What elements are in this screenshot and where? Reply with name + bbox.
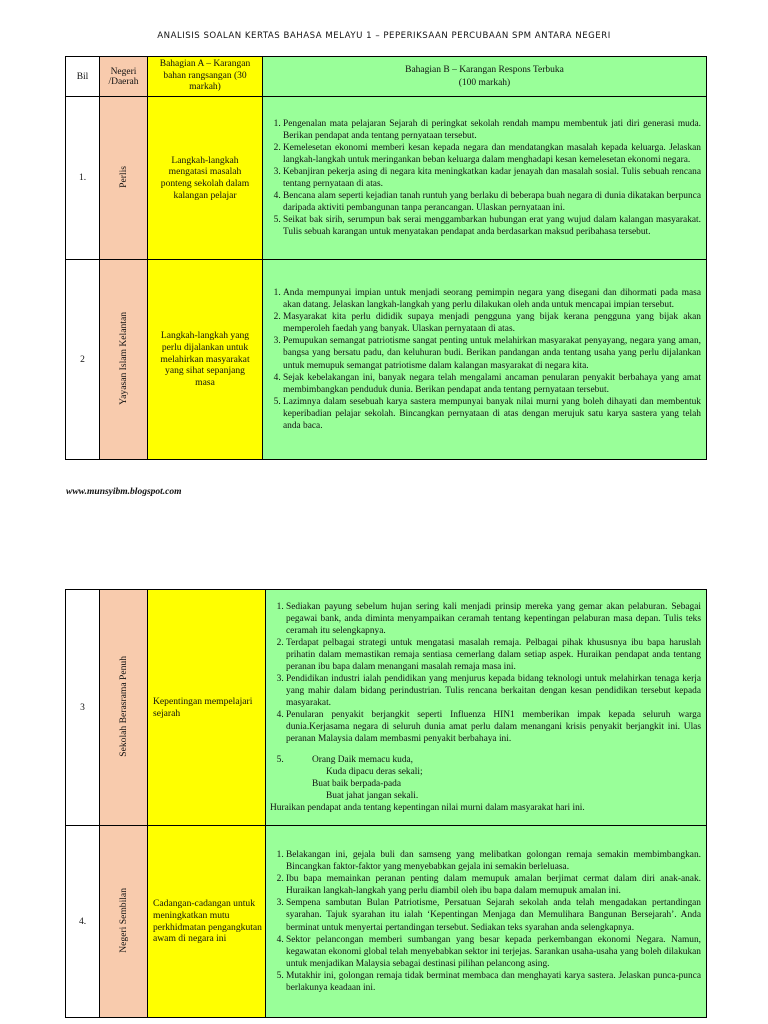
pantun-line: Kuda dipacu deras sekali; xyxy=(326,767,423,778)
document-title: ANALISIS SOALAN KERTAS BAHASA MELAYU 1 – PEPERIKSAAN PERCUBAAN SPM ANTARA NEGERI xyxy=(157,31,611,41)
question-item: 1. Anda mempunyai impian untuk menjadi seorang pemimpin negara yang disegani dan dihormati pada masa akan datang. Jelaskan langkah-langkah yang perlu dilakukan oleh anda untuk mencapai impian tersebut. xyxy=(283,287,701,311)
pantun-line: 5. Orang Daik memacu kuda, xyxy=(312,755,414,766)
question-item: 5. Seikat bak sirih, serumpun bak serai menggambarkan hubungan erat yang wujud dalam kalangan masyarakat. Tulis sebuah karangan untuk menyatakan pendapat anda berdasarkan maksud peribahasa tersebut. xyxy=(283,214,701,238)
header-bil: Bil xyxy=(66,57,100,97)
table-header-row xyxy=(66,57,707,97)
question-list xyxy=(266,598,706,818)
question-item: 5. Lazimnya dalam sesebuah karya sastera mempunyai banyak nilai murni yang boleh dihayati dan membentuk keperibadian pelajar sekolah. Bincangkan pernyataan di atas dengan merujuk satu karya sastera yang telah anda baca. xyxy=(283,396,701,432)
row-bahagian-a-text: Cadangan-cadangan untuk meningkatkan mutu perkhidmatan pengangkutan awam di negara ini xyxy=(153,898,262,945)
row-questions xyxy=(263,260,707,460)
row-bahagian-a-text: Kepentingan mempelajari sejarah xyxy=(153,695,253,719)
question-list xyxy=(263,115,706,241)
question-item: 1. Belakangan ini, gejala buli dan samseng yang melibatkan golongan remaja semakin membimbangkan. Bincangkan faktor-faktor yang menyebabkan gejala ini semakin berleluasa. xyxy=(286,849,701,873)
analysis-table-bottom xyxy=(65,589,707,1018)
question-item xyxy=(270,754,701,814)
table-row xyxy=(66,826,707,1018)
row-negeri-label: Sekolah Berasrama Penuh xyxy=(118,655,129,757)
table-row xyxy=(66,260,707,460)
question-item: 1. Sediakan payung sebelum hujan sering kali menjadi prinsip mereka yang gemar akan pelaburan. Sebagai pegawai bank, anda diminta menyampaikan ceramah tentang kepentingan pelaburan masa depan. Tulis teks ceramah itu selengkapnya. xyxy=(286,601,701,637)
pantun xyxy=(286,754,701,802)
source-url: www.munsyibm.blogspot.com xyxy=(66,487,182,497)
row-negeri xyxy=(100,97,148,260)
question-item: 2. Ibu bapa memainkan peranan penting dalam memupuk amalan berjimat cermat dalam diri anak-anak. Huraikan langkah-langkah yang perlu diambil oleh ibu bapa dalam memupuk amalan ini. xyxy=(286,873,701,897)
question-item: 2. Masyarakat kita perlu dididik supaya menjadi pengguna yang bijak kerana pengguna yang bijak akan memperoleh faedah yang banyak. Ulaskan pernyataan di atas. xyxy=(283,311,701,335)
question-item: 4. Bencana alam seperti kejadian tanah runtuh yang berlaku di beberapa buah negara di dunia dikatakan berpunca daripada aktiviti pembangunan tanpa perancangan. Ulaskan pernyataan ini. xyxy=(283,190,701,214)
row-questions xyxy=(266,826,707,1018)
question-item: 3. Kebanjiran pekerja asing di negara kita meningkatkan kadar jenayah dan masalah sosial. Tulis sebuah rencana tentang pernyataan di atas. xyxy=(283,166,701,190)
question-item: 5. Mutakhir ini, golongan remaja tidak berminat membaca dan menghayati karya sastera. Jelaskan punca-punca berlakunya keadaan ini. xyxy=(286,970,701,994)
question-list xyxy=(263,284,706,434)
question-item: 2. Kemelesetan ekonomi memberi kesan kepada negara dan mendatangkan masalah kepada keluarga. Jelaskan langkah-langkah untuk meringankan beban keluarga dalam menghadapi kesan kemelesetan ekonomi negara. xyxy=(283,142,701,166)
row-negeri-label: Perlis xyxy=(118,165,129,188)
row-negeri xyxy=(100,260,148,460)
question-item: 2. Terdapat pelbagai strategi untuk mengatasi masalah remaja. Pelbagai pihak khususnya ibu bapa haruslah prihatin dalam memastikan remaja sentiasa cemerlang dalam setiap aspek. Huraikan pendapat anda tentang peranan ibu bapa dalam menangani masalah remaja masa ini. xyxy=(286,637,701,673)
header-negeri: Negeri /Daerah xyxy=(100,57,148,97)
row-bahagian-a xyxy=(148,826,266,1018)
question-item: 3. Pemupukan semangat patriotisme sangat penting untuk melahirkan masyarakat penyayang, negara yang aman, bangsa yang bersatu padu, dan keluhuran budi. Berikan pandangan anda tentang usaha yang perlu dijalankan untuk memupuk semangat patriotisme dalam kalangan masyarakat di negara kita. xyxy=(283,335,701,371)
question-item: 4. Sektor pelancongan memberi sumbangan yang besar kepada perkembangan ekonomi Negara. Namun, kegawatan ekonomi global telah menyebabkan sektor ini terjejas. Sarankan usaha-usaha yang boleh dilakukan untuk menjadikan Malaysia sebagai destinasi pilihan pelancong asing. xyxy=(286,934,701,970)
analysis-table-top xyxy=(65,56,707,460)
row-questions xyxy=(263,97,707,260)
question-list xyxy=(266,846,706,996)
header-bahagian-b-marks: (100 markah) xyxy=(458,77,511,88)
pantun-line: Buat jahat jangan sekali. xyxy=(326,791,419,802)
pantun-question: Huraikan pendapat anda tentang kepentingan nilai murni dalam masyarakat hari ini. xyxy=(270,803,585,814)
row-questions xyxy=(266,590,707,826)
header-bahagian-a: Bahagian A – Karangan bahan rangsangan (30 markah) xyxy=(148,57,263,97)
table-row xyxy=(66,590,707,826)
row-negeri xyxy=(100,590,148,826)
row-bil: 4. xyxy=(66,826,100,1018)
row-bahagian-a xyxy=(148,260,263,460)
question-item: 4. Penularan penyakit berjangkit seperti Influenza HIN1 memberikan impak kepada seluruh warga dunia.Kerjasama negara di seluruh dunia amat perlu dalam menangani krisis penyakit berjangkit ini. Ulas peranan Malaysia dalam membasmi penyakit berbahaya ini. xyxy=(286,709,701,745)
row-bahagian-a xyxy=(148,590,266,826)
question-item: 4. Sejak kebelakangan ini, banyak negara telah mengalami ancaman penularan penyakit berbahaya yang amat membimbangkan penduduk dunia. Berikan pendapat anda tentang pernyataan tersebut. xyxy=(283,372,701,396)
header-bahagian-b-title: Bahagian B – Karangan Respons Terbuka xyxy=(405,65,564,76)
row-bil: 3 xyxy=(66,590,100,826)
row-negeri-label: Yayasan Islam Kelantan xyxy=(118,311,129,405)
header-bahagian-b xyxy=(263,57,707,97)
question-item: 1. Pengenalan mata pelajaran Sejarah di peringkat sekolah rendah mampu membentuk jati diri generasi muda. Berikan pendapat anda tentang pernyataan tersebut. xyxy=(283,118,701,142)
row-bil: 2 xyxy=(66,260,100,460)
row-bil: 1. xyxy=(66,97,100,260)
question-item: 3. Sempena sambutan Bulan Patriotisme, Persatuan Sejarah sekolah anda telah mengadakan pertandingan syarahan. Tajuk syarahan itu ialah ‘Kepentingan Menjaga dan Memulihara Bangunan Bersejarah’. Anda berminat untuk menyertai pertandingan tersebut. Sediakan teks syarahan anda selengkapnya. xyxy=(286,897,701,933)
row-bahagian-a-text: Langkah-langkah mengatasi masalah ponteng sekolah dalam kalangan pelajar xyxy=(160,154,250,201)
row-bahagian-a-text: Langkah-langkah yang perlu dijalankan untuk melahirkan masyarakat yang sihat sepanjang masa xyxy=(160,330,250,389)
pantun-line: Buat baik berpada-pada xyxy=(312,779,402,790)
table-row xyxy=(66,97,707,260)
row-negeri-label: Negeri Sembilan xyxy=(118,887,129,953)
row-bahagian-a xyxy=(148,97,263,260)
question-item: 3. Pendidikan industri ialah pendidikan yang menjurus kepada bidang teknologi untuk melahirkan tenaga kerja yang mahir dalam bidang perindustrian. Tulis rencana berkaitan dengan kesan pendidikan tersebut kepada masyarakat. xyxy=(286,673,701,709)
row-negeri xyxy=(100,826,148,1018)
